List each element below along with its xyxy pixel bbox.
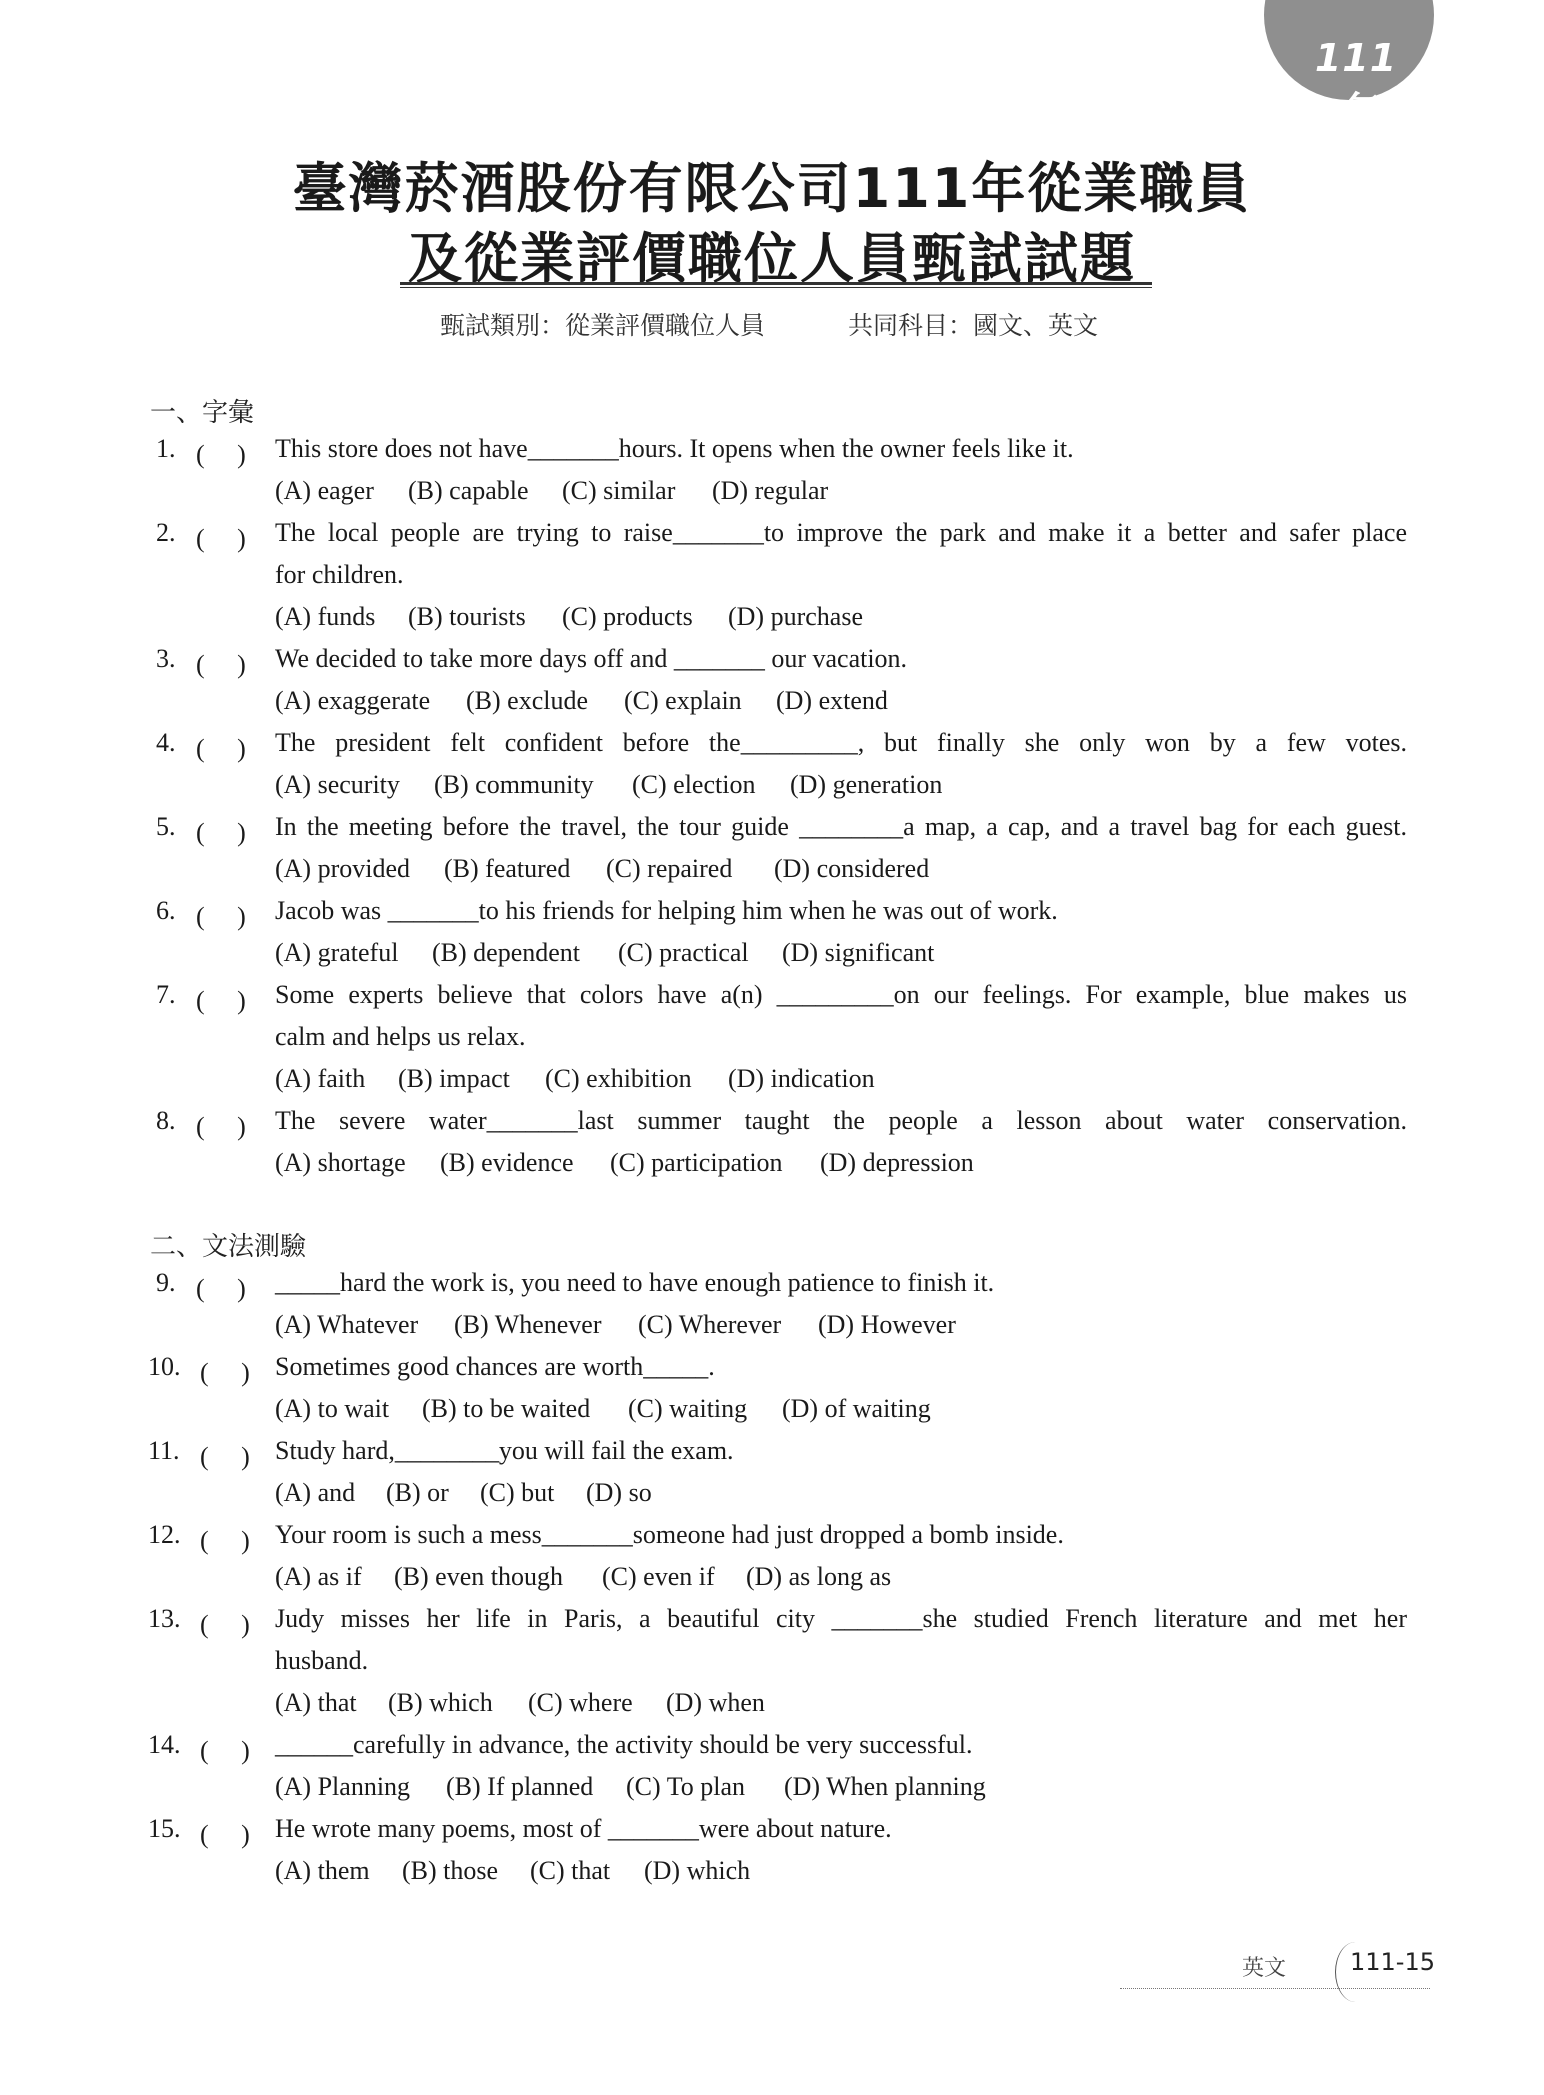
answer-blank: ( ) — [196, 650, 246, 679]
answer-blank: ( ) — [196, 1112, 246, 1141]
answer-option: (C) To plan — [626, 1772, 746, 1801]
answer-blank: ( ) — [196, 734, 246, 763]
exam-category: 甄試類別：從業評價職位人員 — [440, 311, 766, 340]
answer-option: (D) extend — [776, 686, 888, 715]
answer-option: (C) participation — [610, 1148, 783, 1177]
section-heading-vocabulary: 一、字彙 — [150, 398, 255, 428]
question-text: calm and helps us relax. — [275, 1022, 526, 1051]
answer-blank: ( ) — [196, 818, 246, 847]
answer-option: (A) that — [275, 1688, 357, 1717]
question-text: Sometimes good chances are worth_____. — [275, 1352, 715, 1381]
footer-subject: 英文 — [1242, 1956, 1287, 1981]
answer-option: (A) Whatever — [275, 1310, 419, 1339]
answer-option: (C) exhibition — [545, 1064, 692, 1093]
answer-option: (B) those — [402, 1856, 499, 1885]
answer-option: (C) waiting — [628, 1394, 748, 1423]
answer-option: (D) when — [666, 1688, 765, 1717]
answer-option: (B) exclude — [466, 686, 589, 715]
question-number: 14. — [148, 1730, 181, 1759]
question-text: He wrote many poems, most of _______were about nature. — [275, 1814, 892, 1843]
answer-blank: ( ) — [200, 1526, 250, 1555]
answer-option: (C) but — [480, 1478, 555, 1507]
answer-option: (B) If planned — [446, 1772, 594, 1801]
answer-blank: ( ) — [196, 986, 246, 1015]
question-text: This store does not have_______hours. It opens when the owner feels like it. — [275, 434, 1074, 463]
answer-option: (A) security — [275, 770, 400, 799]
answer-option: (B) to be waited — [422, 1394, 591, 1423]
answer-option: (A) exaggerate — [275, 686, 431, 715]
answer-option: (D) regular — [712, 476, 829, 505]
exam-subjects: 共同科目：國文、英文 — [848, 311, 1099, 340]
answer-option: (D) When planning — [784, 1772, 986, 1801]
answer-option: (A) faith — [275, 1064, 366, 1093]
question-text: Some experts believe that colors have a(n) _________on our feelings. For example, blue makes us — [275, 980, 1407, 1009]
question-text: husband. — [275, 1646, 369, 1675]
answer-option: (C) election — [632, 770, 756, 799]
question-number: 4. — [156, 728, 176, 757]
question-text: Study hard,________you will fail the exam. — [275, 1436, 734, 1465]
answer-blank: ( ) — [196, 902, 246, 931]
question-text: Judy misses her life in Paris, a beautiful city _______she studied French literature and met her — [275, 1604, 1407, 1633]
question-text: _____hard the work is, you need to have enough patience to finish it. — [275, 1268, 995, 1297]
answer-option: (B) or — [386, 1478, 449, 1507]
answer-option: (A) Planning — [275, 1772, 411, 1801]
answer-option: (A) shortage — [275, 1148, 406, 1177]
answer-option: (A) grateful — [275, 938, 399, 967]
answer-option: (C) similar — [562, 476, 676, 505]
answer-option: (C) Wherever — [638, 1310, 782, 1339]
answer-option: (B) Whenever — [454, 1310, 602, 1339]
question-number: 11. — [148, 1436, 180, 1465]
footer-rule — [1120, 1988, 1430, 1989]
page-title-line-2: 及從業評價職位人員甄試試題 — [408, 227, 1136, 290]
answer-option: (A) to wait — [275, 1394, 390, 1423]
question-number: 2. — [156, 518, 176, 547]
answer-option: (B) community — [434, 770, 594, 799]
answer-option: (D) generation — [790, 770, 943, 799]
question-number: 3. — [156, 644, 176, 673]
answer-blank: ( ) — [196, 524, 246, 553]
answer-option: (C) repaired — [606, 854, 733, 883]
question-number: 15. — [148, 1814, 181, 1843]
answer-option: (A) them — [275, 1856, 370, 1885]
answer-option: (B) capable — [408, 476, 529, 505]
question-number: 9. — [156, 1268, 176, 1297]
question-text: The severe water_______last summer taught the people a lesson about water conservation. — [275, 1106, 1407, 1135]
answer-option: (D) significant — [782, 938, 935, 967]
question-text: In the meeting before the travel, the tour guide ________a map, a cap, and a travel bag for each guest. — [275, 812, 1407, 841]
year-badge-label: 111年 — [1314, 36, 1398, 133]
answer-blank: ( ) — [200, 1442, 250, 1471]
answer-option: (D) indication — [728, 1064, 875, 1093]
answer-blank: ( ) — [200, 1610, 250, 1639]
question-number: 5. — [156, 812, 176, 841]
question-text: The local people are trying to raise_______to improve the park and make it a better and safer place — [275, 518, 1407, 547]
answer-option: (A) provided — [275, 854, 411, 883]
page-title-line-1: 臺灣菸酒股份有限公司111年從業職員 — [292, 157, 1252, 220]
title-underline — [400, 282, 1152, 288]
answer-option: (B) tourists — [408, 602, 526, 631]
answer-option: (B) featured — [444, 854, 571, 883]
answer-option: (B) even though — [394, 1562, 563, 1591]
answer-option: (D) so — [586, 1478, 652, 1507]
answer-option: (C) practical — [618, 938, 749, 967]
answer-blank: ( ) — [200, 1736, 250, 1765]
question-text: Jacob was _______to his friends for helping him when he was out of work. — [275, 896, 1058, 925]
footer-page-number: 111-15 — [1350, 1948, 1436, 1976]
answer-option: (B) impact — [398, 1064, 510, 1093]
question-number: 10. — [148, 1352, 181, 1381]
answer-option: (D) depression — [820, 1148, 974, 1177]
answer-option: (B) dependent — [432, 938, 581, 967]
answer-option: (A) and — [275, 1478, 356, 1507]
answer-option: (D) which — [644, 1856, 751, 1885]
answer-option: (D) purchase — [728, 602, 863, 631]
question-number: 12. — [148, 1520, 181, 1549]
answer-option: (B) evidence — [440, 1148, 574, 1177]
answer-blank: ( ) — [196, 440, 246, 469]
answer-option: (C) products — [562, 602, 693, 631]
question-number: 7. — [156, 980, 176, 1009]
section-heading-grammar: 二、文法測驗 — [150, 1232, 307, 1262]
question-number: 1. — [156, 434, 176, 463]
answer-blank: ( ) — [196, 1274, 246, 1303]
answer-option: (C) explain — [624, 686, 742, 715]
answer-option: (A) eager — [275, 476, 374, 505]
question-number: 13. — [148, 1604, 181, 1633]
question-text: We decided to take more days off and _______ our vacation. — [275, 644, 908, 673]
answer-option: (C) even if — [602, 1562, 715, 1591]
answer-option: (D) of waiting — [782, 1394, 931, 1423]
answer-option: (B) which — [388, 1688, 493, 1717]
answer-option: (D) as long as — [746, 1562, 892, 1591]
answer-blank: ( ) — [200, 1820, 250, 1849]
answer-option: (D) However — [818, 1310, 956, 1339]
question-text: Your room is such a mess_______someone had just dropped a bomb inside. — [275, 1520, 1064, 1549]
question-text: The president felt confident before the_________, but finally she only won by a few votes. — [275, 728, 1407, 757]
answer-option: (D) considered — [774, 854, 930, 883]
answer-option: (C) where — [528, 1688, 633, 1717]
question-text: for children. — [275, 560, 404, 589]
question-text: ______carefully in advance, the activity should be very successful. — [275, 1730, 973, 1759]
answer-blank: ( ) — [200, 1358, 250, 1387]
answer-option: (A) funds — [275, 602, 376, 631]
question-number: 8. — [156, 1106, 176, 1135]
question-number: 6. — [156, 896, 176, 925]
answer-option: (A) as if — [275, 1562, 362, 1591]
answer-option: (C) that — [530, 1856, 611, 1885]
